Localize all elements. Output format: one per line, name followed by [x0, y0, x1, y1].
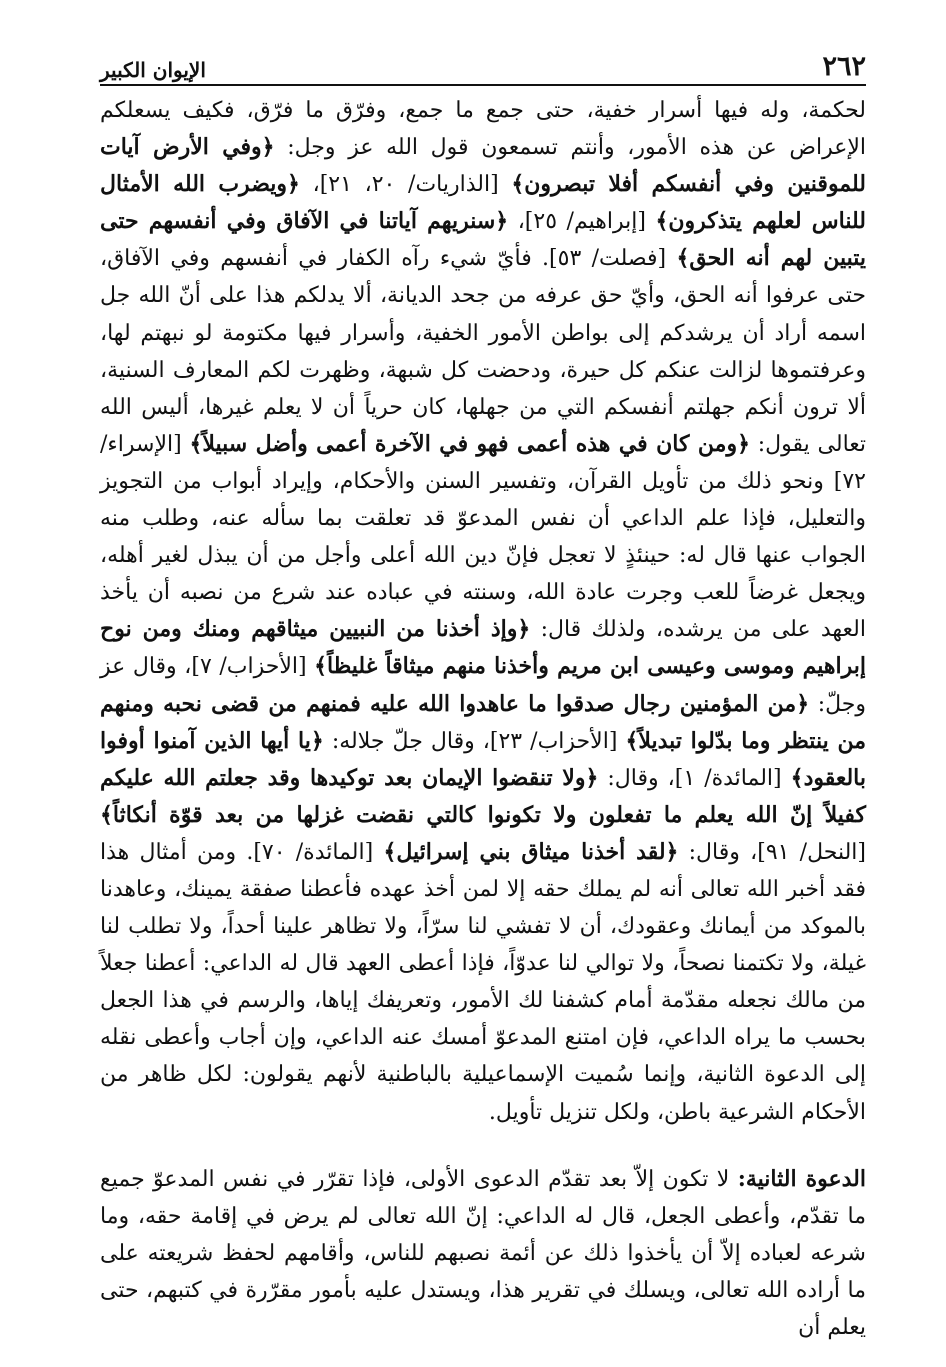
bold-text-run: ﴿سنريهم آياتنا في الآفاق وفي أنفسهم حتى يتبين لهم أنه الحق﴾	[100, 208, 866, 272]
book-title: الإيوان الكبير	[100, 58, 206, 82]
text-run: [فصلت/ ٥٣]. فأيّ شيء رآه الكفار في أنفسهم وفي الآفاق، حتى عرفوا أنه الحق، وأيّ حق عرفه من جحد الديانة، ألا يدلكم هذا على أنّ الله جل اسمه أراد أن يرشدكم إلى بواطن الأمور الخفية، وأسرار فيها مكتومة لو نبهتم لها، وعرفتموها لزالت عنكم كل حيرة، ودحضت كل شبهة، وظهرت لكم المعارف السنية، ألا ترون أنكم جهلتم أنفسكم التي من جهلها، كان حرياً أن لا يعلم غيرها، أليس الله تعالى يقول:	[100, 246, 867, 457]
bold-text-run: ﴿وفي الأرض آيات للموقنين وفي أنفسكم أفلا تبصرون﴾	[100, 134, 867, 198]
bold-text-run: الدعوة الثانية:	[737, 1165, 866, 1192]
bold-text-run: ﴿ومن كان في هذه أعمى فهو في الآخرة أعمى وأضل سبيلاً﴾	[189, 430, 750, 457]
header-rule	[100, 84, 866, 86]
text-run: [الأحزاب/ ٧]، وقال عز وجلّ:	[100, 654, 866, 717]
text-run: [الذاريات/ ٢٠، ٢١]،	[299, 172, 512, 198]
text-run: لحكمة، وله فيها أسرار خفية، حتى جمع ما جمع، وفرّق ما فرّق، فكيف يسعلكم الإعراض عن هذه الأمور، وأنتم تسمعون قول الله عز وجل:	[100, 98, 866, 161]
text-run: [النحل/ ٩١]، وقال:	[678, 839, 866, 865]
paragraph	[100, 92, 866, 1131]
text-run: [الإسراء/ ٧٢] ونحو ذلك من تأويل القرآن، وتفسير السنن والأحكام، وإيراد أبواب من التجويز والتعليل، فإذا علم الداعي أن نفس المدعوّ قد تعلقت بما سأله عنه، وطلب منه الجواب عنها قال له: حينئذٍ لا تعجل فإنّ دين الله أعلى وأجل من أن يبذل لغير أهله، ويجعل غرضاً للعب وجرت عادة الله، وسنته في عباده عند شرع من نصبه أن يأخذ العهد على من يرشده، ولذلك قال:	[100, 431, 866, 643]
bold-text-run: ﴿لقد أخذنا ميثاق بني إسرائيل﴾	[383, 838, 679, 865]
text-run: [المائدة/ ٧٠]. ومن أمثال هذا فقد أخبر الله تعالى أنه لم يملك حقه إلا لمن أخذ عهده فأعطنا صفقة يمينك، وعاهدنا بالموكد من أيمانك وعقودك، أن لا تفشي لنا سرّاً، ولا تظاهر علينا أحداً، ولا تطلب لنا غيلة، ولا تكتمنا نصحاً، ولا توالي لنا عدوّاً، فإذا أعطى العهد قال له الداعي: أعطنا جعلاً من مالك نجعله مقدّمة أمام كشفنا لك الأمور، وتعريفك إياها، والرسم في هذا الجعل بحسب ما يراه الداعي، فإن امتنع المدعوّ أمسك عنه الداعي، وإن أجاب وأعطى نقله إلى الدعوة الثانية، وإنما سُميت الإسماعيلية بالباطنية لأنهم يقولون: لكل ظاهر من الأحكام الشرعية باطن، ولكل تنزيل تأويل.	[100, 839, 867, 1125]
text-run: لا تكون إلاّ بعد تقدّم الدعوى الأولى، فإذا تقرّر في نفس المدعوّ جميع ما تقدّم، وأعطى الجعل، قال له الداعي: إنّ الله تعالى لم يرض في إقامة حقه، وما شرعه لعباده إلاّ أن يأخذوا ذلك عن أئمة نصبهم للناس، وأقامهم لحفظ شريعته على ما أراده الله تعالى، ويسلك في تقرير هذا، ويستدل عليه بأمور مقرّرة في كتبهم، حتى يعلم أن	[100, 1166, 866, 1340]
text-run: [إبراهيم/ ٢٥]،	[508, 209, 656, 235]
bold-text-run: ﴿ويضرب الله الأمثال للناس لعلهم يتذكرون﴾	[100, 171, 866, 235]
bold-text-run: ﴿وإذ أخذنا من النبيين ميثاقهم ومنك ومن نوح إبراهيم وموسى وعيسى ابن مريم وأخذنا منهم ميثاقاً غليظاً﴾	[100, 616, 866, 680]
bold-text-run: ﴿يا أيها الذين آمنوا أوفوا بالعقود﴾	[100, 727, 866, 791]
bold-text-run: ﴿ولا تنقضوا الإيمان بعد توكيدها وقد جعلتم الله عليكم كفيلاً إنّ الله يعلم ما تفعلون ولا تكونوا كالتي نقضت غزلها من بعد قوّة أنكاثاً﴾	[100, 764, 866, 828]
text-run: [المائدة/ ١]، وقال:	[598, 765, 791, 791]
page-number: ٢٦٢	[822, 51, 866, 82]
running-header	[100, 40, 866, 80]
bold-text-run: ﴿من المؤمنين رجال صدقوا ما عاهدوا الله عليه فمنهم من قضى نحبه ومنهم من ينتظر وما بدّلوا تبديلاً﴾	[100, 690, 866, 754]
paragraph	[100, 1161, 866, 1346]
body-text	[100, 92, 866, 1346]
text-run: [الأحزاب/ ٢٣]، وقال جلّ جلاله:	[323, 728, 626, 754]
